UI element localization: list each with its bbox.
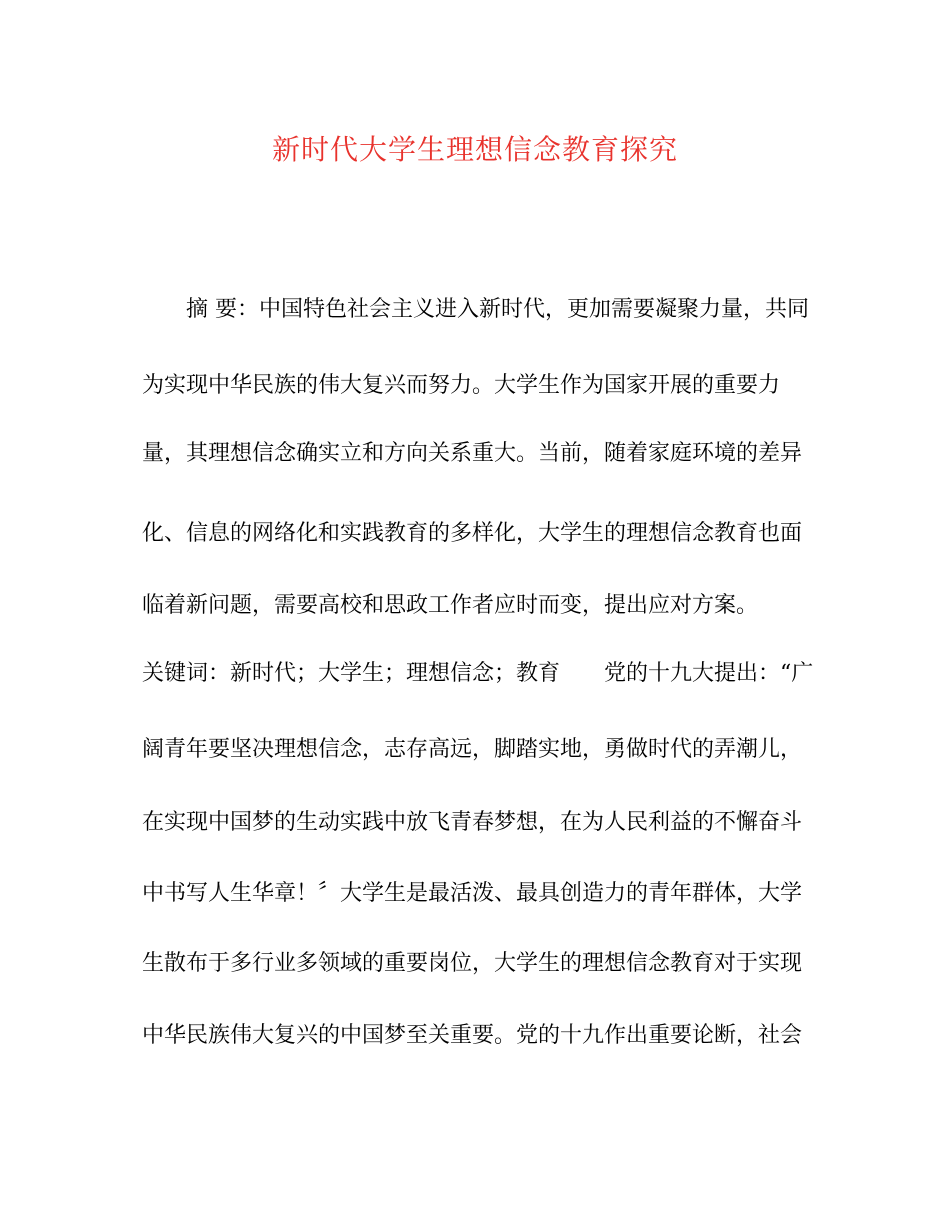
body-line-2: 在实现中国梦的生动实践中放飞青春梦想，在为人民利益的不懈奋斗 <box>142 810 803 835</box>
body-line-3: 中书写人生华章！〞大学生是最活泼、最具创造力的青年群体，大学 <box>142 881 803 906</box>
abstract-line-3: 量，其理想信念确实立和方向关系重大。当前，随着家庭环境的差异 <box>142 441 803 466</box>
keywords-line <box>142 656 813 687</box>
abstract-line-2: 为实现中华民族的伟大复兴而努力。大学生作为国家开展的重要力 <box>142 373 781 398</box>
abstract-line-4: 化、信息的网络化和实践教育的多样化，大学生的理想信念教育也面 <box>142 521 803 546</box>
body-line-1: 阔青年要坚决理想信念，志存高远，脚踏实地，勇做时代的弄潮儿， <box>142 737 803 762</box>
keywords-text: 关键词：新时代；大学生；理想信念；教育 <box>142 661 561 686</box>
body-line-4: 生散布于多行业多领域的重要岗位，大学生的理想信念教育对于实现 <box>142 951 803 976</box>
abstract-line-5: 临着新问题，需要高校和思政工作者应时而变，提出应对方案。 <box>142 593 759 618</box>
body-opening-text: 党的十九大提出：“广 <box>604 661 814 686</box>
body-line-5: 中华民族伟大复兴的中国梦至关重要。党的十九作出重要论断，社会 <box>142 1023 803 1048</box>
abstract-line-1: 摘 要：中国特色社会主义进入新时代，更加需要凝聚力量，共同 <box>186 297 809 322</box>
document-title: 新时代大学生理想信念教育探究 <box>271 133 678 166</box>
